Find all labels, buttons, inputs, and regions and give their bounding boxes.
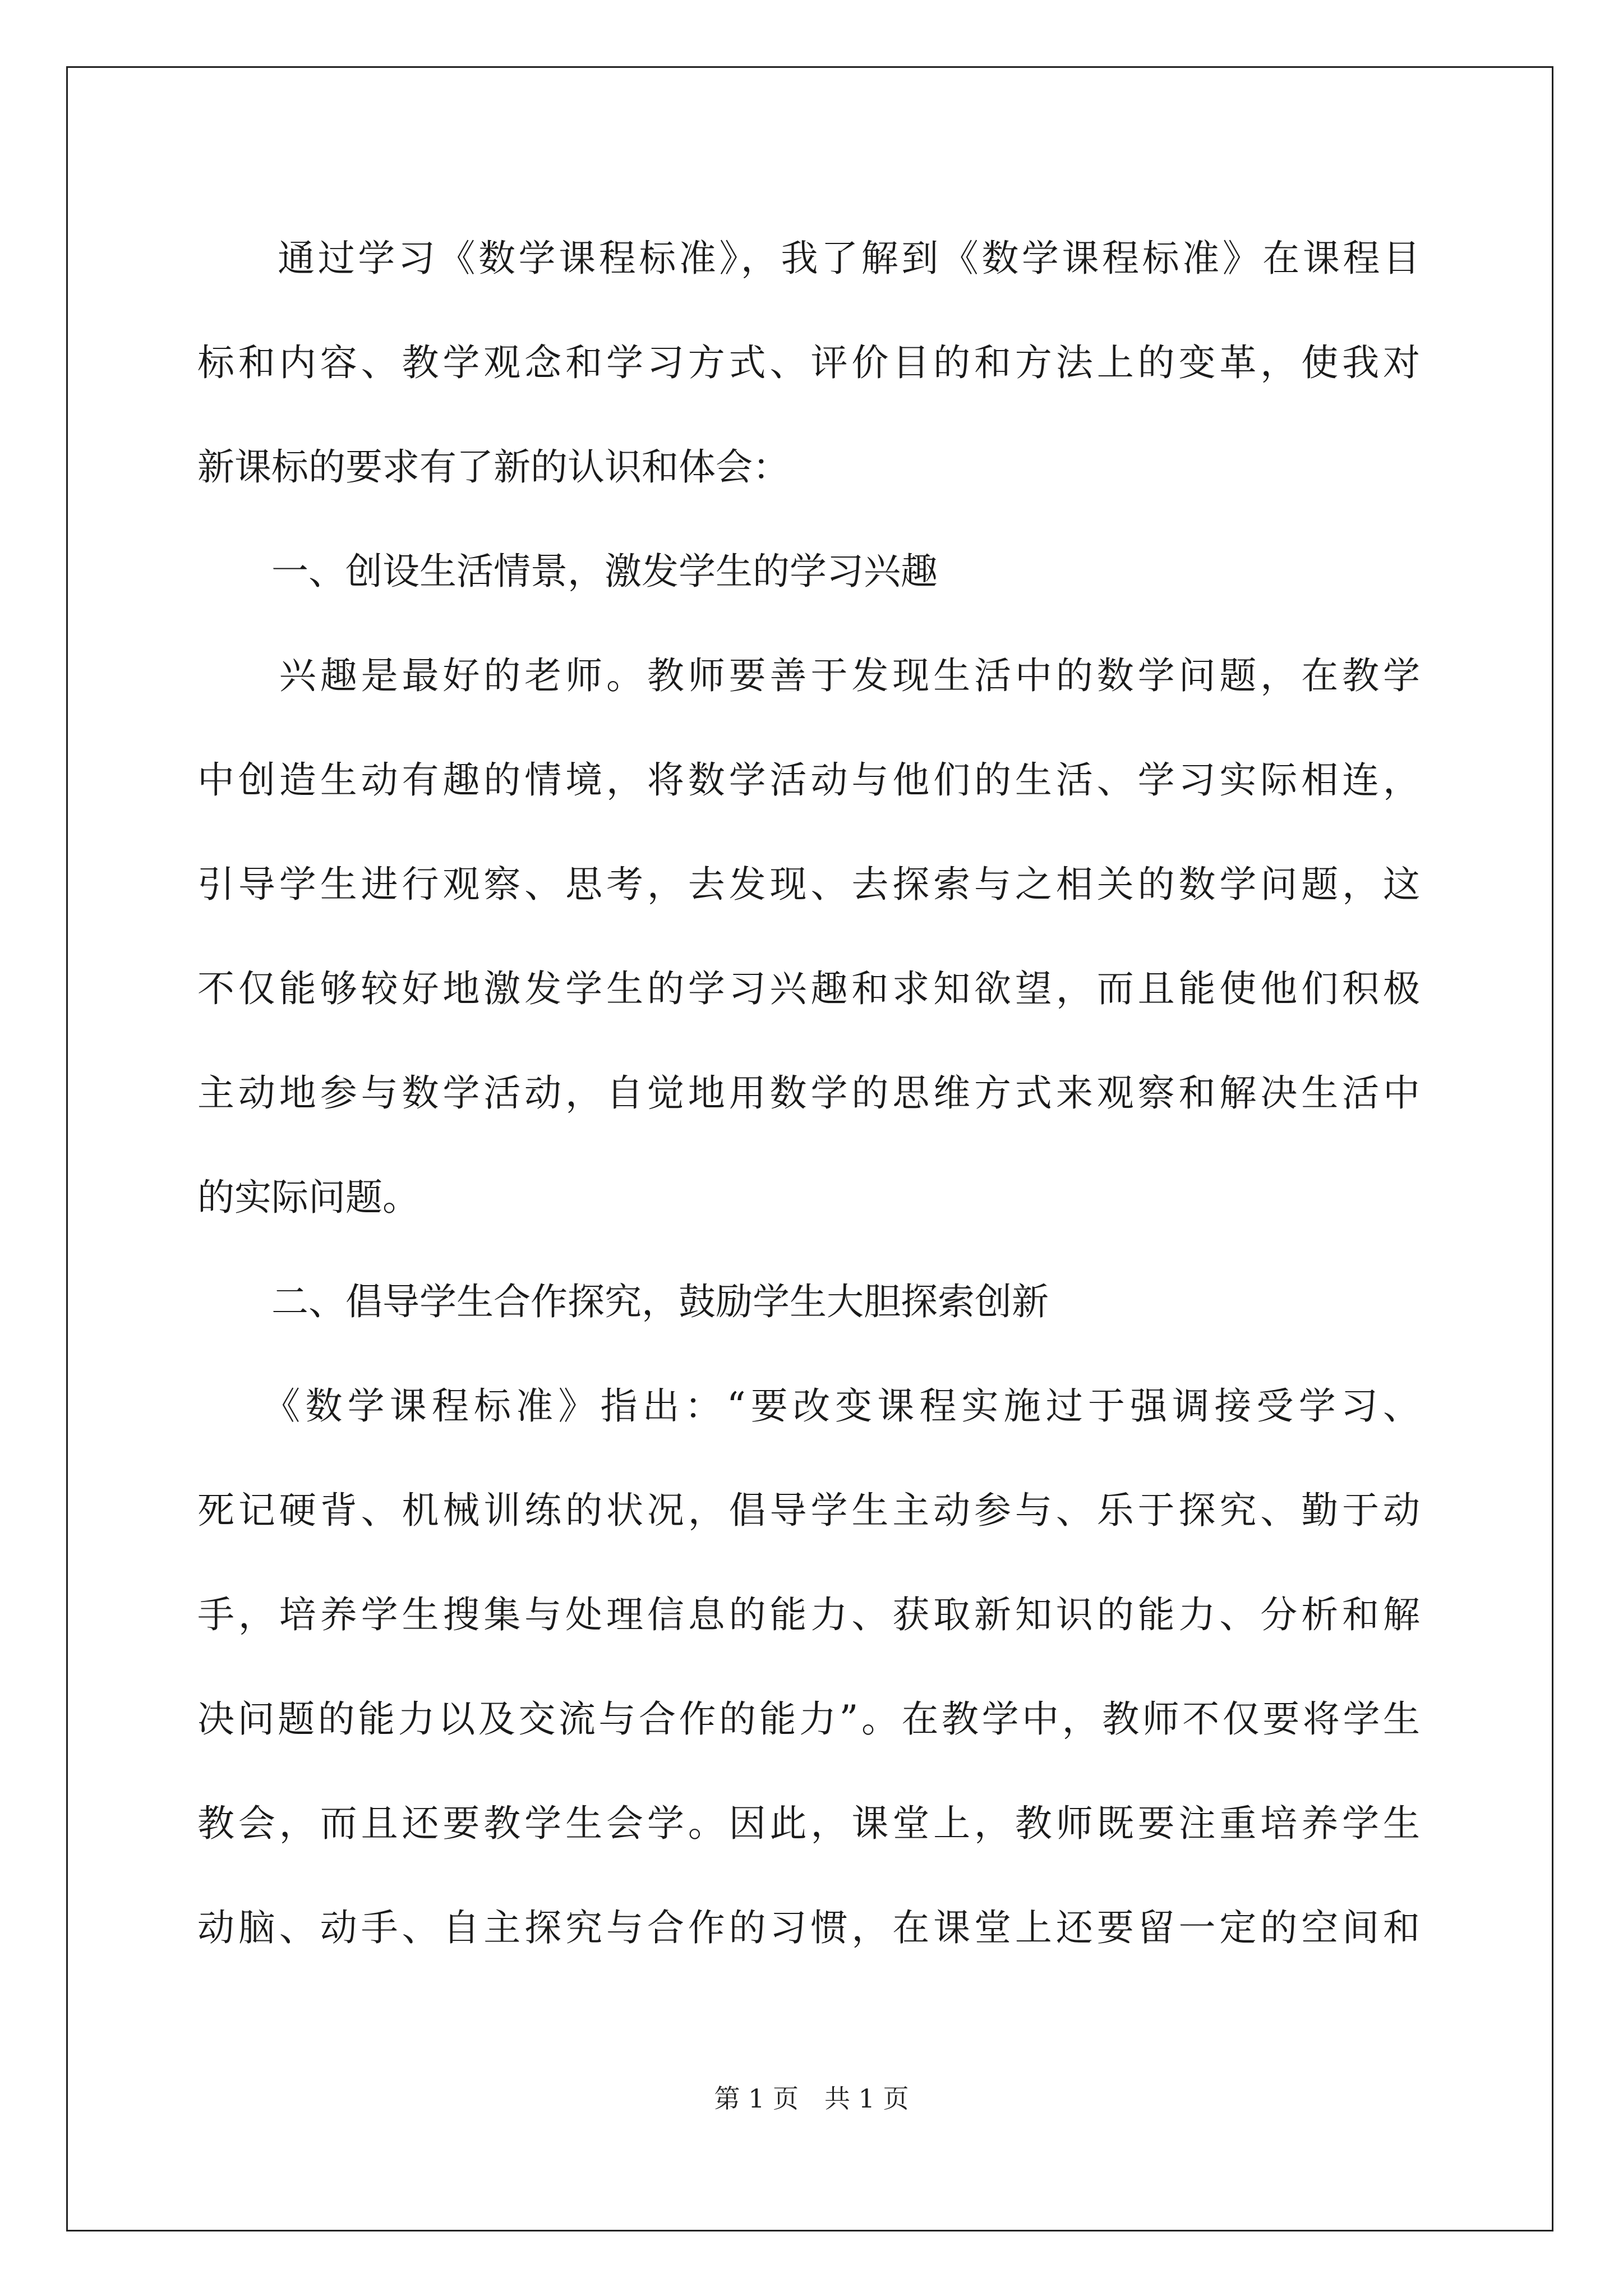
text-line: 主动地参与数学活动，自觉地用数学的思维方式来观察和解决生活中 [197, 1071, 1420, 1115]
text-line: 一、创设生活情景，激发学生的学习兴趣 [197, 550, 938, 593]
text-line: 通过学习《数学课程标准》，我了解到《数学课程标准》在课程目 [197, 237, 1420, 280]
document-body [197, 206, 1420, 1980]
text-line: 动脑、动手、自主探究与合作的习惯，在课堂上还要留一定的空间和 [197, 1906, 1420, 1949]
text-line: 决问题的能力以及交流与合作的能力”。在教学中，教师不仅要将学生 [197, 1697, 1420, 1741]
text-line: 《数学课程标准》指出：“要改变课程实施过于强调接受学习、 [197, 1384, 1420, 1428]
page-footer: 第 1 页 共 1 页 [714, 2083, 909, 2114]
text-line: 的实际问题。 [197, 1176, 419, 1219]
text-line: 中创造生动有趣的情境，将数学活动与他们的生活、学习实际相连， [197, 758, 1420, 802]
text-line: 新课标的要求有了新的认识和体会： [197, 445, 790, 489]
text-line: 标和内容、教学观念和学习方式、评价目的和方法上的变革，使我对 [197, 341, 1420, 384]
text-line: 教会，而且还要教学生会学。因此，课堂上，教师既要注重培养学生 [197, 1802, 1420, 1845]
text-line: 不仅能够较好地激发学生的学习兴趣和求知欲望，而且能使他们积极 [197, 967, 1420, 1010]
text-line: 兴趣是最好的老师。教师要善于发现生活中的数学问题，在教学 [197, 654, 1420, 697]
text-line: 二、倡导学生合作探究，鼓励学生大胆探索创新 [197, 1280, 1049, 1323]
text-line: 引导学生进行观察、思考，去发现、去探索与之相关的数学问题，这 [197, 863, 1420, 906]
text-line: 手，培养学生搜集与处理信息的能力、获取新知识的能力、分析和解 [197, 1593, 1420, 1636]
text-line: 死记硬背、机械训练的状况，倡导学生主动参与、乐于探究、勤于动 [197, 1489, 1420, 1532]
